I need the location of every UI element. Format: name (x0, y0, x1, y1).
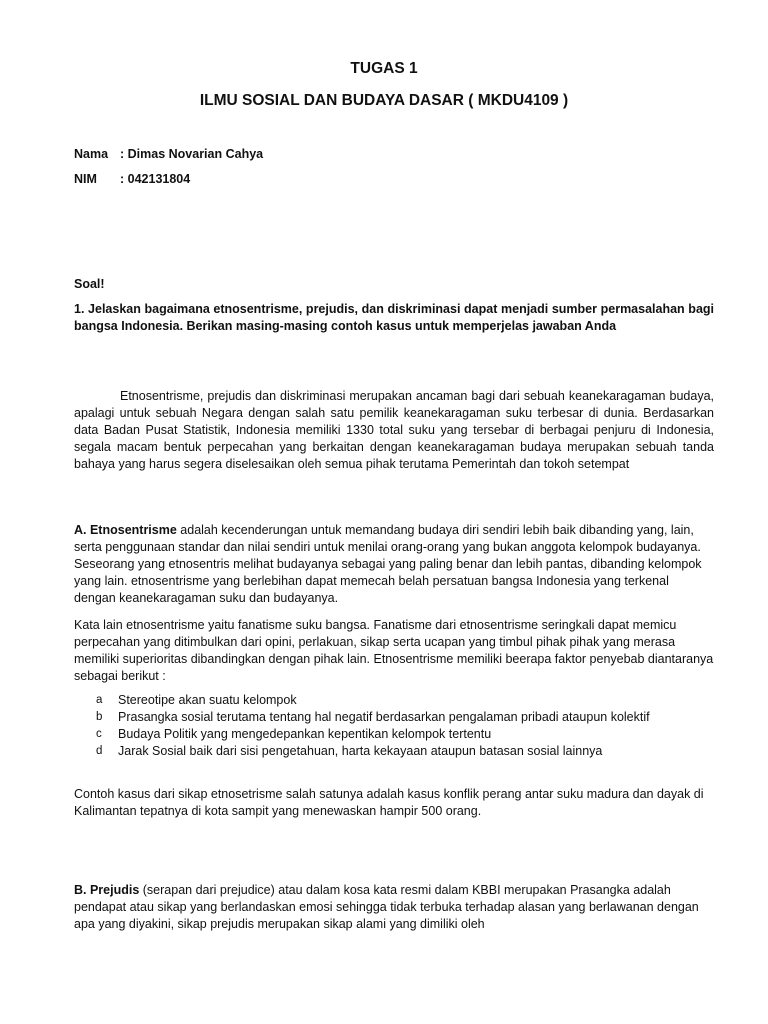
list-item-text: Stereotipe akan suatu kelompok (118, 693, 297, 707)
list-marker: d (96, 745, 103, 757)
intro-paragraph (74, 388, 714, 473)
name-value: : Dimas Novarian Cahya (120, 147, 264, 161)
section-a-text: adalah kecenderungan untuk memandang budaya diri sendiri lebih baik dibanding yang, lain, serta penggunaan standar dan nilai sendiri untuk menilai orang-orang yang bukan anggota kelompok budayanya. Seseorang yang etnosentris melihat budayanya sebagai yang paling benar dan lebih pantas, dibanding kelompok yang lain. etnosentrisme yang berlebihan dapat memecah belah persatuan bangsa Indonesia yang terkenal dengan keanekaragaman suku dan budayanya. (74, 523, 702, 605)
question-text: 1. Jelaskan bagaimana etnosentrisme, prejudis, dan diskriminasi dapat menjadi sumber permasalahan bagi bangsa Indonesia. Berikan masing-masing contoh kasus untuk memperjelas jawaban Anda (74, 302, 714, 333)
section-b-label: B. Prejudis (74, 883, 140, 897)
list-item (96, 709, 716, 726)
section-a-paragraph (74, 522, 714, 607)
section-b-text: (serapan dari prejudice) atau dalam kosa kata resmi dalam KBBI merupakan Prasangka adalah pendapat atau sikap yang berlandaskan emosi sehingga tidak terbuka terhadap alasan yang berlawanan dengan apa yang diyakini, sikap prejudis merupakan sikap alami yang dimiliki oleh (74, 883, 699, 931)
course-title: ILMU SOSIAL DAN BUDAYA DASAR ( MKDU4109 ) (199, 92, 569, 109)
list-item (96, 743, 716, 760)
factor-list (96, 692, 716, 760)
name-label: Nama (74, 147, 109, 161)
section-a-label: A. Etnosentrisme (74, 523, 177, 537)
list-item-text: Prasangka sosial terutama tentang hal negatif berdasarkan pengalaman pribadi ataupun kolektif (118, 710, 650, 724)
soal-heading: Soal! (74, 277, 105, 291)
section-a-example: Contoh kasus dari sikap etnosetrisme salah satunya adalah kasus konflik perang antar suku madura dan dayak di Kalimantan tepatnya di kota sampit yang menewaskan hampir 500 orang. (74, 787, 704, 818)
section-b-paragraph (74, 882, 714, 933)
intro-text: Etnosentrisme, prejudis dan diskriminasi merupakan ancaman bagi dari sebuah keanekaragaman budaya, apalagi untuk sebuah Negara dengan salah satu pemilik keanekaragaman suku terbesar di dunia. Berdasarkan data Badan Pusat Statistik, Indonesia memiliki 1330 total suku yang tersebar di berbagai penjuru di Indonesia, segala macam bentuk perpecahan yang berkaitan dengan keanekaragaman budaya merupakan sebuah tanda bahaya yang harus segera diselesaikan oleh semua pihak terutama Pemerintah dan tokoh setempat (74, 389, 714, 471)
list-item-text: Jarak Sosial baik dari sisi pengetahuan, harta kekayaan ataupun batasan sosial lainnya (118, 744, 603, 758)
list-item (96, 726, 716, 743)
list-item-text: Budaya Politik yang mengedepankan kepentikan kelompok tertentu (118, 727, 492, 741)
student-name-row (74, 147, 263, 161)
list-item (96, 692, 716, 709)
nim-label: NIM (74, 172, 97, 186)
list-marker: b (96, 711, 103, 723)
student-nim-row (74, 172, 190, 186)
nim-value: : 042131804 (120, 172, 191, 186)
section-a-paragraph-2: Kata lain etnosentrisme yaitu fanatisme suku bangsa. Fanatisme dari etnosentrisme seringkali dapat memicu perpecahan yang ditimbulkan dari opini, perlakuan, sikap serta ucapan yang timbul pihak pihak yang merasa memiliki superioritas dibandingkan dengan pihak lain. Etnosentrisme memiliki beerapa faktor penyebab diantaranya sebagai berikut : (74, 618, 714, 683)
document-title: TUGAS 1 (350, 60, 418, 77)
list-marker: c (96, 728, 102, 740)
list-marker: a (96, 694, 103, 706)
